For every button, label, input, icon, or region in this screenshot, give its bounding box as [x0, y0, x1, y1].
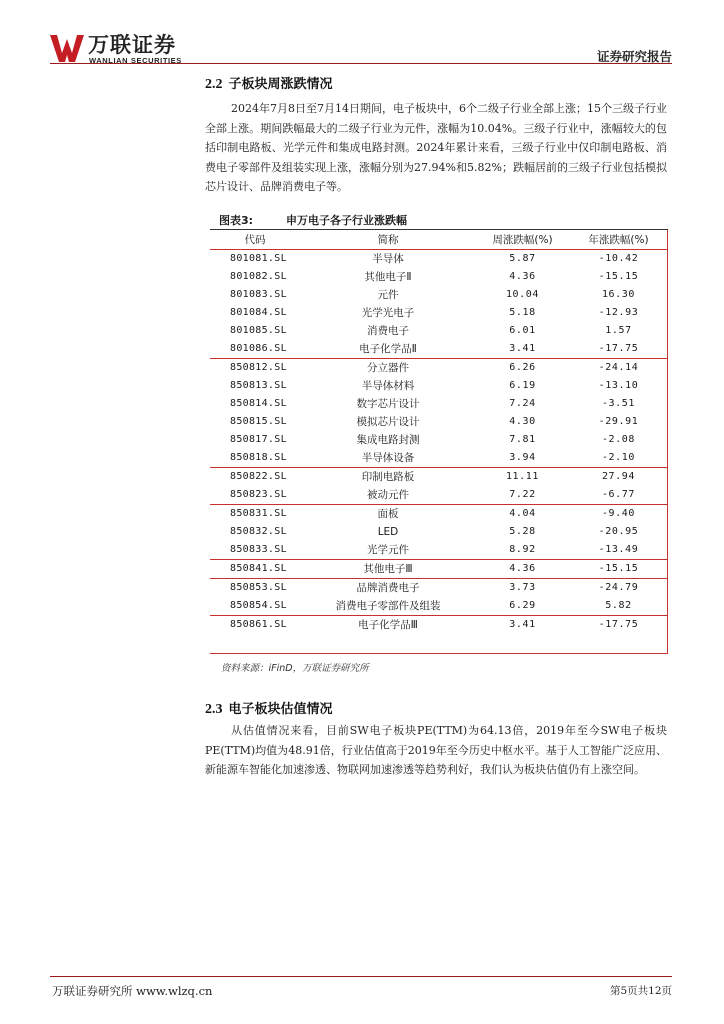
week-change-cell: 4.04: [476, 505, 569, 524]
table-row: [210, 560, 668, 579]
section-title: 电子板块估值情况: [228, 702, 333, 717]
code-cell: 850823.SL: [230, 489, 287, 500]
name-cell: 其他电子Ⅱ: [364, 271, 412, 283]
week-change-cell: 4.30: [509, 416, 536, 427]
code-cell: 850853.SL: [210, 579, 300, 598]
name-cell: 半导体材料: [361, 380, 415, 392]
table-row: [210, 250, 668, 269]
table-row: [210, 268, 668, 286]
table-row: [210, 304, 668, 322]
year-change-cell: -2.08: [601, 434, 636, 445]
week-change-cell: 5.18: [509, 307, 536, 318]
year-change-cell: -10.42: [598, 253, 639, 264]
column-header-code: 代码: [210, 230, 300, 250]
figure-label: 图表3:: [219, 214, 254, 227]
name-cell: 光学元件: [367, 544, 409, 556]
week-change-cell: 11.11: [476, 468, 569, 487]
year-change-cell: 16.30: [601, 289, 636, 300]
figure-title-bar: [210, 209, 668, 230]
name-cell: 光学光电子: [361, 307, 415, 319]
name-cell: LED: [377, 526, 399, 538]
table-row: [210, 286, 668, 304]
week-change-cell: 3.94: [509, 452, 536, 463]
table-row: [210, 468, 668, 487]
code-cell: 850814.SL: [230, 398, 287, 409]
year-change-cell: -9.40: [569, 505, 668, 524]
page-number: 第5页共12页: [609, 985, 672, 997]
year-change-cell: -20.95: [598, 526, 639, 537]
code-cell: 850822.SL: [210, 468, 300, 487]
figure-caption: 申万电子各子行业涨跌幅: [286, 214, 407, 227]
figure-source-note: 资料来源：iFinD，万联证券研究所: [221, 663, 369, 674]
week-change-cell: 6.19: [509, 380, 536, 391]
week-change-cell: 6.29: [509, 600, 536, 611]
name-cell: 集成电路封测: [356, 434, 420, 446]
code-cell: 801084.SL: [230, 307, 287, 318]
table-row: [210, 597, 668, 616]
section-heading-2-3: [205, 698, 333, 718]
table-row: [210, 395, 668, 413]
footer-divider: [50, 976, 672, 977]
week-change-cell: 7.81: [509, 434, 536, 445]
week-change-cell: 4.36: [509, 271, 536, 282]
table-row: [210, 505, 668, 524]
table-row: [210, 449, 668, 468]
name-cell: 半导体: [372, 253, 404, 265]
week-change-cell: 6.01: [509, 325, 536, 336]
table-row: [210, 340, 668, 359]
name-cell: 模拟芯片设计: [356, 416, 420, 428]
code-cell: 801085.SL: [230, 325, 287, 336]
code-cell: 850833.SL: [230, 544, 287, 555]
year-change-cell: -15.15: [569, 560, 668, 579]
name-cell: 电子化学品Ⅲ: [300, 616, 476, 635]
week-change-cell: 3.73: [476, 579, 569, 598]
column-header-week-change: 周涨跌幅(%): [476, 230, 569, 250]
code-cell: 850812.SL: [210, 359, 300, 378]
name-cell: 品牌消费电子: [300, 579, 476, 598]
code-cell: 850818.SL: [230, 452, 287, 463]
year-change-cell: -17.75: [569, 616, 668, 635]
week-change-cell: 10.04: [505, 289, 540, 300]
year-change-cell: 1.57: [605, 325, 632, 336]
document-type: 证券研究报告: [596, 49, 672, 64]
table-row: [210, 377, 668, 395]
table-row: [210, 359, 668, 378]
table-row: [210, 523, 668, 541]
code-cell: 850813.SL: [230, 380, 287, 391]
year-change-cell: -24.14: [569, 359, 668, 378]
code-cell: 850861.SL: [210, 616, 300, 635]
name-cell: 印制电路板: [300, 468, 476, 487]
name-cell: 元件: [377, 289, 399, 301]
table-header-row: [210, 230, 668, 250]
year-change-cell: -3.51: [601, 398, 636, 409]
section-heading-2-2: [205, 73, 333, 93]
code-cell: 850841.SL: [210, 560, 300, 579]
table-row: [210, 616, 668, 635]
footer-institute: 万联证券研究所 www.wlzq.cn: [52, 984, 213, 998]
name-cell: 面板: [300, 505, 476, 524]
week-change-cell: 3.41: [476, 616, 569, 635]
logo-company-name: 万联证券: [88, 33, 176, 57]
code-cell: 850854.SL: [230, 600, 287, 611]
table-row: [210, 579, 668, 598]
sector-performance-table: [210, 230, 668, 634]
section-2-3-paragraph: 从估值情况来看，目前SW电子板块PE(TTM)为64.13倍，2019年至今SW电子板块PE(TTM)均值为48.91倍，行业估值高于2019年至今历史中枢水平。基于人工智能广泛应用、新能源车智能化加速渗透、物联网加速渗透等趋势利好，我们认为板块估值仍有上涨空间。: [205, 724, 667, 776]
table-row: [210, 413, 668, 431]
name-cell: 被动元件: [367, 489, 409, 501]
code-cell: 850831.SL: [210, 505, 300, 524]
name-cell: 电子化学品Ⅱ: [359, 343, 417, 355]
code-cell: 801081.SL: [230, 253, 287, 264]
year-change-cell: -6.77: [601, 489, 636, 500]
code-cell: 801086.SL: [230, 343, 287, 354]
section-title: 子板块周涨跌情况: [228, 77, 333, 92]
week-change-cell: 4.36: [476, 560, 569, 579]
code-cell: 801082.SL: [230, 271, 287, 282]
table-row: [210, 541, 668, 560]
year-change-cell: -2.10: [601, 452, 636, 463]
week-change-cell: 7.22: [509, 489, 536, 500]
week-change-cell: 5.28: [509, 526, 536, 537]
section-2-2-paragraph: 2024年7月8日至7月14日期间，电子板块中，6个二级子行业全部上涨；15个三级子行业全部上涨。期间跌幅最大的二级子行业为元件，涨幅为10.04%。三级子行业中，涨幅较大的包括印制电路板、光学元件和集成电路封测。2024年累计来看，三级子行业中仅印制电路板、消费电子零部件及组装实现上涨，涨幅分别为27.94%和5.82%；跌幅居前的三级子行业包括模拟芯片设计、品牌消费电子等。: [205, 102, 667, 193]
section-number: 2.2: [205, 77, 223, 92]
year-change-cell: 27.94: [569, 468, 668, 487]
code-cell: 850832.SL: [230, 526, 287, 537]
table-row: [210, 431, 668, 449]
name-cell: 半导体设备: [361, 452, 415, 464]
code-cell: 801083.SL: [230, 289, 287, 300]
week-change-cell: 6.26: [476, 359, 569, 378]
table-row: [210, 486, 668, 505]
code-cell: 850815.SL: [230, 416, 287, 427]
year-change-cell: -15.15: [598, 271, 639, 282]
year-change-cell: -17.75: [598, 343, 639, 354]
logo-company-name-en: WANLIAN SECURITIES: [89, 56, 182, 65]
column-header-year-change: 年涨跌幅(%): [569, 230, 668, 250]
week-change-cell: 5.87: [509, 253, 536, 264]
column-header-name: 简称: [300, 230, 476, 250]
year-change-cell: 5.82: [605, 600, 632, 611]
section-number: 2.3: [205, 702, 223, 717]
name-cell: 消费电子: [367, 325, 409, 337]
year-change-cell: -24.79: [569, 579, 668, 598]
name-cell: 消费电子零部件及组装: [335, 600, 441, 612]
year-change-cell: -13.10: [598, 380, 639, 391]
logo-w-icon: [50, 33, 84, 63]
name-cell: 其他电子Ⅲ: [300, 560, 476, 579]
week-change-cell: 8.92: [509, 544, 536, 555]
year-change-cell: -13.49: [598, 544, 639, 555]
week-change-cell: 7.24: [509, 398, 536, 409]
name-cell: 数字芯片设计: [356, 398, 420, 410]
table-row: [210, 322, 668, 340]
header-divider: [50, 63, 672, 64]
name-cell: 分立器件: [300, 359, 476, 378]
code-cell: 850817.SL: [230, 434, 287, 445]
week-change-cell: 3.41: [509, 343, 536, 354]
year-change-cell: -29.91: [598, 416, 639, 427]
year-change-cell: -12.93: [598, 307, 639, 318]
